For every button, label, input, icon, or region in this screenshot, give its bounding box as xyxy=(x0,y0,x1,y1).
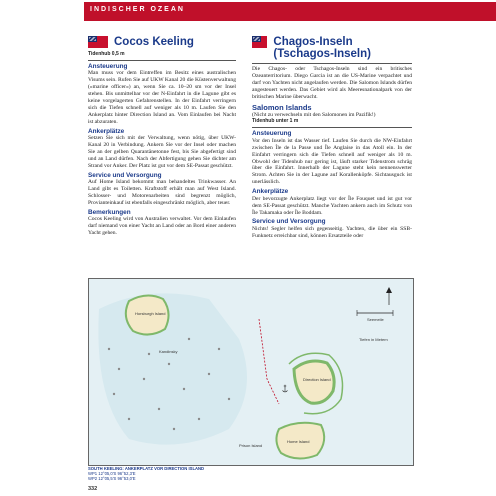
salomon-heading-approach: Ansteuerung xyxy=(252,130,292,138)
divider xyxy=(252,63,412,64)
cocos-heading-notes: Bemerkungen xyxy=(88,208,131,216)
west-label: Kandinsky xyxy=(159,349,178,354)
chagos-intro: Die Chagos- oder Tschagos-Inseln sind ein britisches Ozeanterritorium. Diego Garcia ist an die US-Marine verpachtet und darf von Yachten nicht angelaufen werden. Die Salomon Islands dürfen angesteuert werden. Das Gebiet wird als Meeresnationalpark von der britischen Marine überwacht. xyxy=(252,66,412,100)
horsburgh-label: Horsburgh Island xyxy=(135,311,166,316)
cocos-heading-approach: Ansteuerung xyxy=(88,62,128,70)
salomon-note: (Nicht zu verwechseln mit den Salomonen im Pazifik!) xyxy=(252,111,376,118)
chagos-title-row xyxy=(252,36,412,60)
right-column xyxy=(252,36,412,242)
cocos-heading-service: Service und Versorgung xyxy=(88,171,162,179)
salomon-heading-anchorage: Ankerplätze xyxy=(252,188,289,196)
caption-wp2: WP2 12°05,5'S 96°53,0'E xyxy=(88,476,136,481)
cocos-title-row xyxy=(88,36,236,48)
page-number: 332 xyxy=(88,486,98,492)
salomon-text-approach: Vor den Inseln ist das Wasser tief. Laufen Sie durch die NW-Einfahrt zwischen Île de la Passe und Île Anglaise in das Atoll ein. In der Einfahrt verringern sich die Tiefen schnell auf weniger als 10 m. Obwohl der Tidenhub nur gering ist, läuft starker Tidenstrom schräg über die Einfahrt. Innerhalb der Lagune steht kein nennenswerter Strom. Achten Sie in der Lagune auf Korallenköpfe. Sichtausguck ist unerlässlich. xyxy=(252,137,412,186)
cocos-title: Cocos Keeling xyxy=(114,36,194,48)
australian-flag-icon xyxy=(88,36,108,48)
home-label: Home Island xyxy=(287,439,310,444)
british-territory-flag-icon xyxy=(252,36,267,48)
divider xyxy=(88,60,236,61)
salomon-heading-service: Service und Versorgung xyxy=(252,218,326,226)
depth-note: Tiefen in Metern xyxy=(359,337,388,342)
cocos-text-approach: Man muss vor dem Eintreffen im Besitz eines australischen Visums sein. Rufen Sie auf UKW Kanal 20 die Küstenverwaltung (»marine officer«) an, wenn Sie ca. 10–20 sm vor der Insel stehen. Bis unmittelbar vor der N-Einfahrt in die Lagune gibt es keine vorgelagerten Gefahrenstellen. In der Einfahrt verringern sich die Tiefen schnell auf weniger als 10 m. Laufen Sie den Ankerplatz hinter Direction Island an. Vom Einlaufen bei Nacht ist abzuraten. xyxy=(88,70,236,125)
nautical-chart xyxy=(88,278,414,466)
cocos-heading-anchorage: Ankerplätze xyxy=(88,127,125,135)
chagos-title: Chagos-Inseln (Tschagos-Inseln) xyxy=(273,36,371,60)
divider xyxy=(252,127,412,128)
cocos-text-anchorage: Setzen Sie sich mit der Verwaltung, wenn nötig, über UKW-Kanal 20 in Verbindung. Ankern Sie vor der Insel oder machen Sie an der gelben Quarantänetonne fest, bis Sie abgefertigt sind und an Land dürfen. Nach der Abfertigung gehen Sie dichter am Strand vor Anker. Der Platz ist gut vor dem SE-Passat geschützt. xyxy=(88,135,236,169)
salomon-title: Salomon Islands xyxy=(252,102,312,112)
left-column xyxy=(88,36,236,239)
caption-wp1: WP1 12°05,0'S 96°52,3'E xyxy=(88,471,136,476)
cocos-text-service: Auf Home Island bekommt man behandeltes Trinkwasser. An Land gibt es Toiletten. Kraftstoff erhält man auf West Island. Schlosser- und Motorenarbeiten sind begrenzt möglich, Provianteinkauf ist ebenfalls eingeschränkt möglich, aber teuer. xyxy=(88,179,236,206)
chart-svg xyxy=(89,279,413,465)
salomon-text-anchorage: Der bevorzugte Ankerplatz liegt vor der Île Fouquet und ist gut vor dem SE-Passat geschützt. Manche Yachten ankern auch im Schutz von Île Takamaka oder Île Boddam. xyxy=(252,195,412,216)
salomon-tide: Tidenhub unter 1 m xyxy=(252,118,299,125)
map-caption xyxy=(88,466,204,481)
prison-label: Prison Island xyxy=(239,443,263,448)
caption-title: SOUTH KEELING: ANKERPLATZ VOR DIRECTION ISLAND xyxy=(88,466,205,471)
section-title: INDISCHER OZEAN xyxy=(90,6,185,13)
cocos-text-notes: Cocos Keeling wird von Australien verwaltet. Vor dem Einlaufen darf niemand von einer Yacht an Land oder an Bord einer anderen Yacht gehen. xyxy=(88,216,236,237)
salomon-text-service: Nichts! Segler helfen sich gegenseitig. Yachten, die über ein SSB-Funknetz erreichbar sind, können Ersatzteile oder xyxy=(252,225,412,239)
direction-label: Direction Island xyxy=(303,377,331,382)
scale-label: Seemeile xyxy=(367,317,384,322)
cocos-tide: Tidenhub 0,5 m xyxy=(88,51,125,57)
